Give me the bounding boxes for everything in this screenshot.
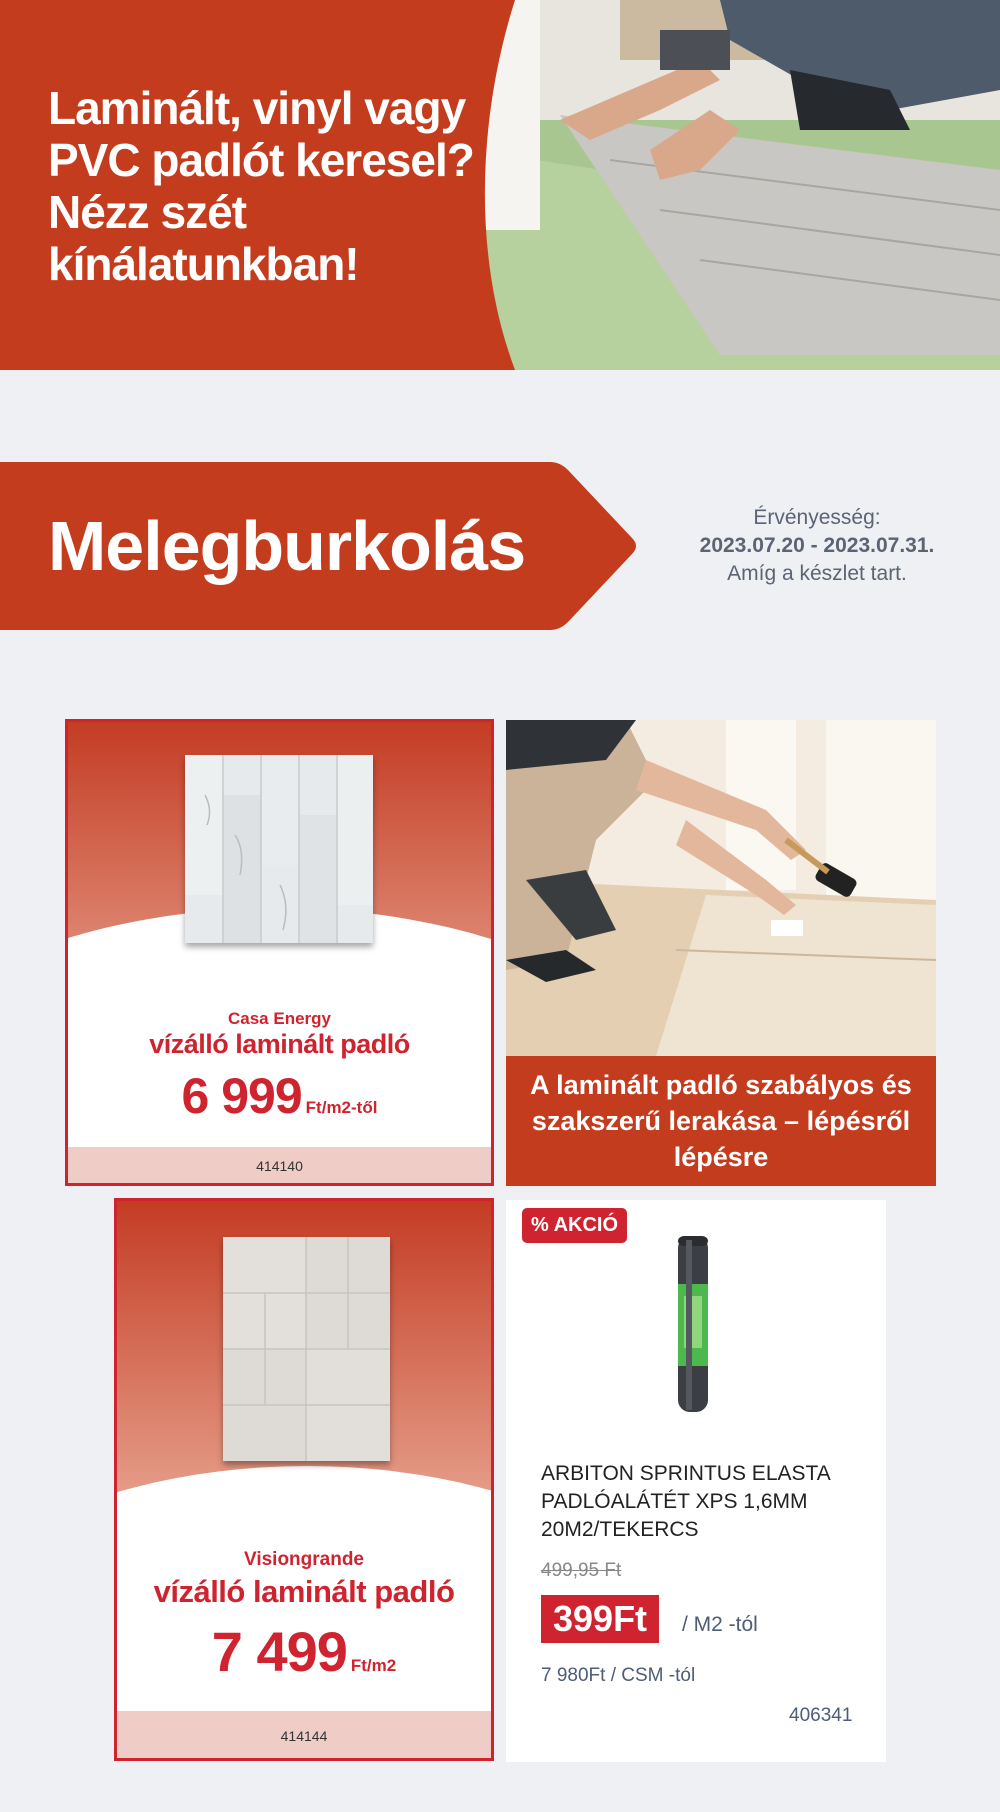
- product-name: vízálló laminált padló: [149, 1029, 410, 1059]
- sale-price: 399Ft: [541, 1595, 659, 1643]
- offer-product-name[interactable]: ARBITON SPRINTUS ELASTA PADLÓALÁTÉT XPS 1,6MM 20M2/TEKERCS: [541, 1462, 830, 1541]
- validity-info: [672, 504, 962, 588]
- section-title: Melegburkolás: [48, 507, 526, 585]
- product-brand: Casa Energy: [228, 1009, 331, 1028]
- validity-note: Amíg a készlet tart.: [727, 562, 907, 585]
- product-brand: Visiongrande: [243, 1549, 364, 1570]
- product-price-unit: Ft/m2: [350, 1656, 397, 1675]
- validity-label: Érvényesség:: [753, 506, 881, 529]
- product-price-value: 7 499: [211, 1620, 347, 1683]
- product-price-value: 6 999: [181, 1068, 302, 1124]
- product-card-casa-energy[interactable]: [65, 719, 494, 1186]
- product-price: [68, 1067, 491, 1125]
- sale-badge: % AKCIÓ: [522, 1208, 627, 1243]
- hero-banner[interactable]: [0, 0, 1000, 370]
- product-swatch-image: [185, 755, 373, 943]
- unit-price-label: / M2 -tól: [682, 1613, 758, 1636]
- product-code: 414144: [117, 1711, 491, 1761]
- product-price: [117, 1619, 491, 1684]
- product-swatch-image: [223, 1237, 390, 1461]
- product-price-unit: Ft/m2-től: [305, 1098, 378, 1117]
- validity-dates: 2023.07.20 - 2023.07.31.: [699, 534, 935, 557]
- offer-card[interactable]: [506, 1200, 886, 1762]
- product-code: 414140: [68, 1147, 491, 1186]
- product-card-visiongrande[interactable]: [114, 1198, 494, 1761]
- hero-headline: Laminált, vinyl vagy PVC padlót keresel? Nézz szét kínálatunkban!: [48, 82, 474, 290]
- product-name: vízálló laminált padló: [153, 1574, 455, 1609]
- old-price: 499,95 Ft: [541, 1560, 622, 1581]
- package-price: 7 980Ft / CSM -tól: [541, 1665, 696, 1686]
- product-code: 406341: [789, 1705, 853, 1726]
- product-roll-image: [676, 1236, 710, 1412]
- tutorial-caption[interactable]: A laminált padló szabályos és szakszerű lerakása – lépésről lépésre: [506, 1056, 936, 1186]
- tutorial-photo[interactable]: [506, 720, 936, 1056]
